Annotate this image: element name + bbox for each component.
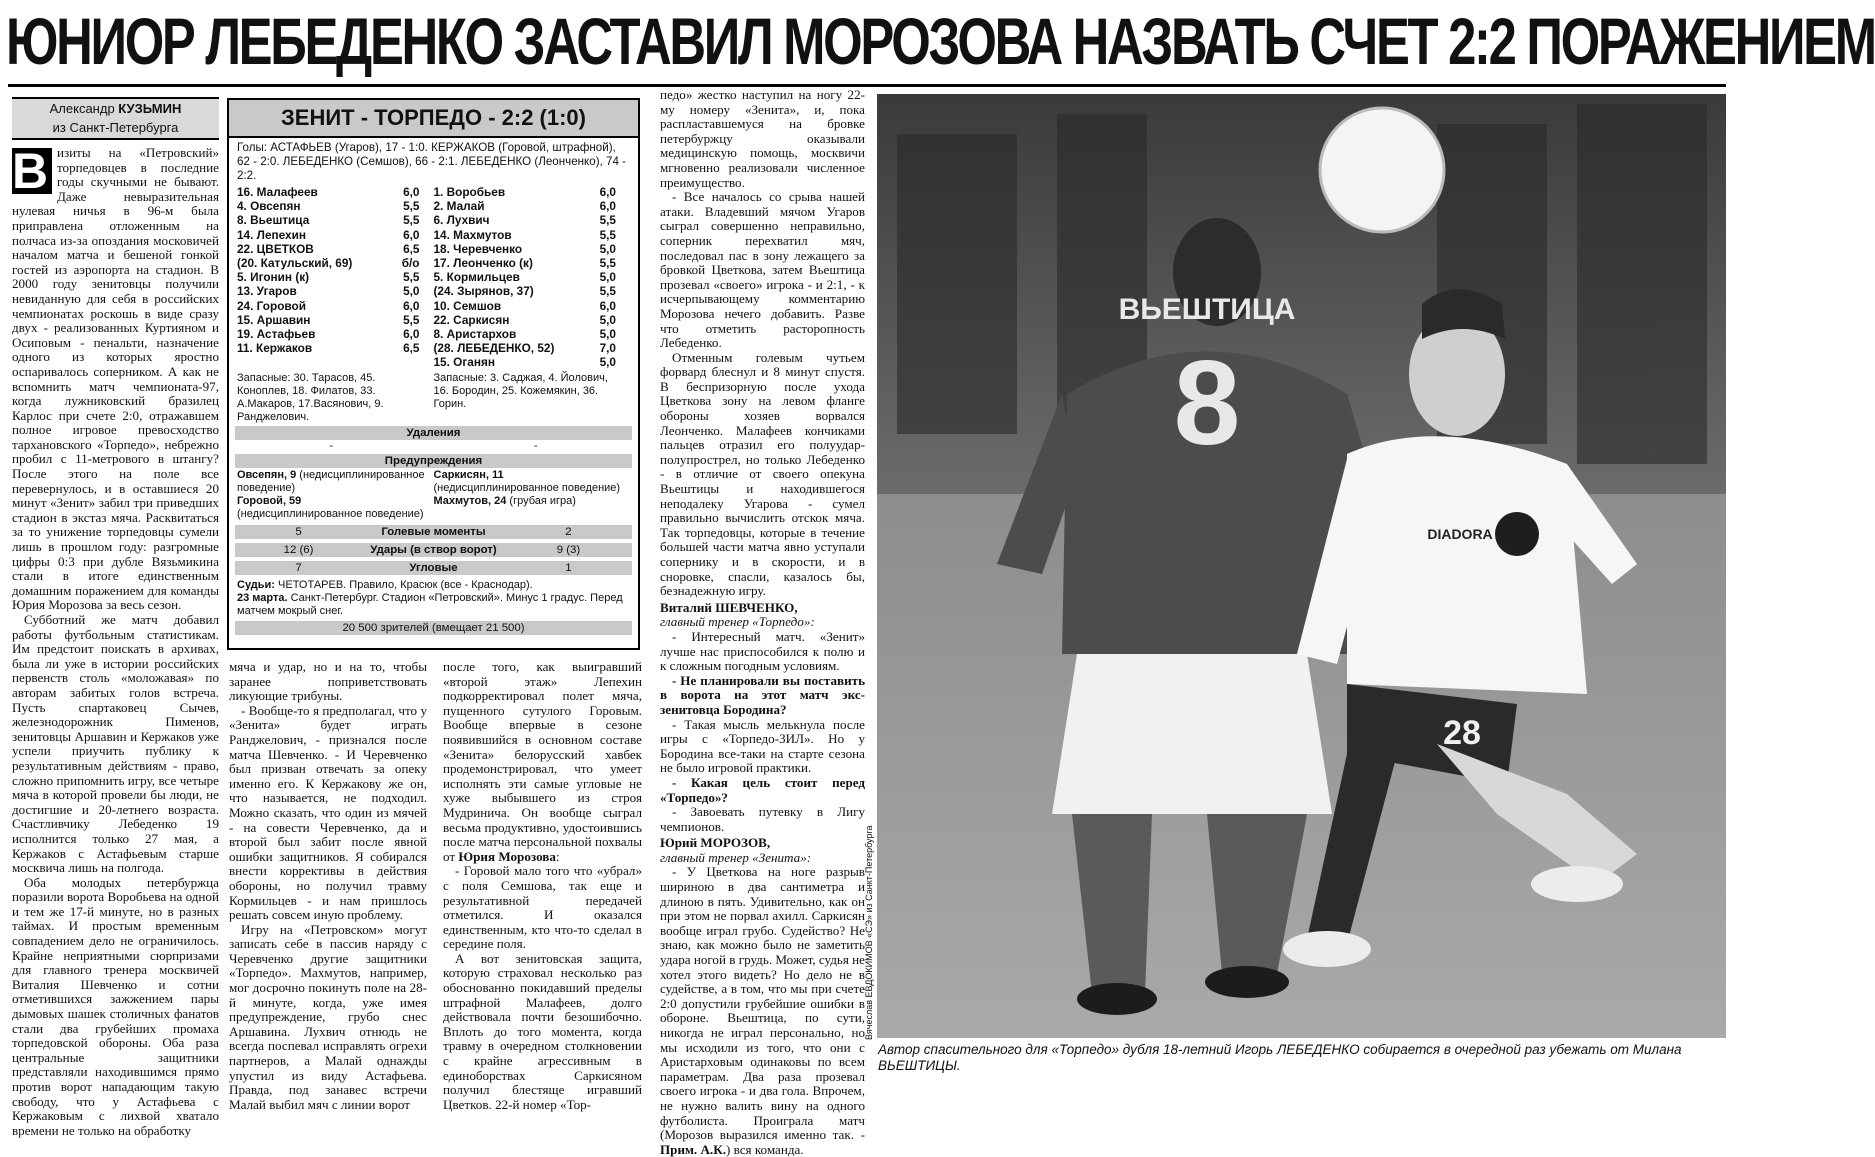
player-mark: 6,0 — [403, 185, 420, 199]
lineup-row — [434, 185, 631, 199]
editor-note: Прим. А.К. — [660, 1141, 726, 1157]
warning-player: Махмутов, 24 — [433, 494, 507, 507]
stat-torpedo: 1 — [565, 561, 572, 574]
answer — [660, 865, 865, 1157]
coach-role: главный тренер «Торпедо»: — [660, 614, 815, 630]
player-mark: 5,0 — [403, 284, 420, 299]
stat-label: Голевые моменты — [381, 525, 486, 538]
drop-cap: В — [12, 148, 52, 194]
match-photo-illustration — [877, 94, 1726, 1038]
player-name: 11. Кержаков — [237, 341, 313, 356]
answer: - Завоевать путевку в Лигу чемпионов. — [660, 804, 865, 834]
answer: - Такая мысль мелькнула после игры с «Торпедо-ЗИЛ». Но у Бородина все-таки на старте сезона не было игровой практики. — [660, 716, 865, 776]
answer: - Интересный матч. «Зенит» лучше нас приспособился к полю и к сложным погодным условиям. — [660, 628, 865, 674]
player-mark: 5,5 — [403, 312, 420, 327]
warnings-torpedo — [434, 469, 631, 521]
stat-torpedo: 2 — [565, 525, 572, 538]
removals-zenit: - — [329, 439, 334, 452]
shirt-brand: DIADORA — [1427, 526, 1493, 542]
player-name: 5. Кормильцев — [433, 270, 520, 285]
goals-line: Голы: АСТАФЬЕВ (Угаров), 17 - 1:0. КЕРЖАКОВ (Горовой, штрафной), 62 - 2:0. ЛЕБЕДЕНКО (Семшов), 66 - 2:1. ЛЕБЕДЕНКО (Леонченко), 74 - 2:2. — [237, 141, 626, 182]
lineup-row — [237, 341, 434, 355]
player-name: 14. Лепехин — [237, 227, 306, 242]
lineup-row — [237, 199, 434, 213]
byline-first-name: Александр — [49, 101, 115, 116]
referees-label: Судьи: — [237, 578, 275, 591]
stat-label: Удары (в створ ворот) — [370, 543, 497, 556]
lineup-row — [237, 213, 434, 227]
paragraph: Отменным голевым чутьем форвард блеснул и 8 минут спустя. В беспризорную после ухода Цветкова зону на левом фланге обороны хозяев ворвался Леонченко. Малафеев кончиками пальцев отразил его полуудар-полупрострел, но только Лебеденко - в отличие от своего опекуна Вьештицы и находившегося неподалеку Угарова - сумел правильно вычислить отскок мяча. Так торпедовцы, которые в течение большей части матча явно уступали сопернику и в скорости, и в сноровке, спасли, казалось бы, безнадежную игру. — [660, 349, 865, 599]
lineup-row — [237, 270, 434, 284]
match-info — [229, 575, 638, 618]
lineup-row — [237, 256, 434, 270]
paragraph: Игру на «Петровском» могут записать себе в пассив наряду с Черевченко другие защитники «Торпедо». Махмутов, например, мог досрочно покинуть поле на 28-й минуте, когда, уже имея предупреждение, грубо снес Аршавина. Лухвич отнюдь не всегда поспевал исправлять огрехи партнеров, а Малай однажды упустил из виду Астафьева. Правда, под занавес встречи Малай выбил мяч с линии ворот — [229, 921, 427, 1112]
coach-name: Виталий ШЕВЧЕНКО, — [660, 599, 798, 615]
player-mark: 6,0 — [599, 199, 616, 214]
subs-torpedo: Запасные: 3. Саджая, 4. Йолович, 16. Бородин, 25. Кожемякин, 36. Горин. — [433, 371, 608, 410]
warning-player: Саркисян, 11 — [433, 468, 504, 481]
question: - Какая цель стоит перед «Торпедо»? — [660, 774, 865, 805]
player-mark: 5,5 — [403, 213, 420, 228]
player-mark: 5,5 — [599, 213, 616, 228]
lineup-row — [434, 256, 631, 270]
lineup-row — [237, 284, 434, 298]
player-name: 14. Махмутов — [433, 227, 512, 242]
article-column-1 — [12, 143, 219, 1138]
coach-role: главный тренер «Зенита»: — [660, 849, 812, 865]
stat-torpedo: 9 (3) — [556, 543, 581, 556]
lineup-row — [237, 327, 434, 341]
article-column-3 — [443, 659, 642, 1112]
player-name: (20. Катульский, 69) — [237, 256, 353, 271]
referees: ЧЕТОТАРЕВ. Правило, Красюк (все - Краснодар). — [274, 578, 533, 591]
stat-zenit: 5 — [295, 525, 302, 538]
byline-author — [12, 99, 219, 118]
stat-row — [235, 525, 632, 539]
football-ball — [1320, 108, 1444, 232]
byline — [12, 97, 219, 140]
warning-player: Овсепян, 9 — [237, 468, 297, 481]
warnings — [229, 468, 638, 521]
player-name: 22. ЦВЕТКОВ — [237, 241, 314, 256]
paragraph — [12, 143, 219, 613]
player-mark: 6,0 — [403, 227, 420, 242]
player-mark: 5,5 — [599, 227, 616, 242]
player-mark: 6,0 — [599, 185, 616, 199]
photo-credit — [864, 800, 876, 1040]
player-mark: 7,0 — [599, 341, 616, 356]
paragraph: - Вообще-то я предполагал, что у «Зенита» будет играть Ранджелович, - признался после матча Шевченко. - И Черевченко был призван отвечать за опеку именно его. К Кержакову же он, что называется, не подходил. Можно сказать, что один из мячей - на совести Черевченко, да и второй был забит после явной ошибки защитников. Я собирался внести коррективы в действия обороны, но получил травму Кормильцев - и нам пришлось решать совсем иную проблему. — [229, 702, 427, 923]
lineup-row — [434, 270, 631, 284]
jersey-name: ВЬЕШТИЦА — [1118, 293, 1296, 326]
player-mark: 5,0 — [599, 355, 616, 370]
warning-reason: (недисциплинированное поведение) — [237, 507, 424, 520]
lineup-row — [237, 242, 434, 256]
byline-from: из Санкт-Петербурга — [52, 120, 179, 135]
article-column-4 — [660, 87, 865, 1157]
headline-rule — [8, 84, 1726, 87]
player-name: 16. Малафеев — [237, 185, 318, 199]
player-name: 18. Черевченко — [433, 241, 523, 256]
player-mark: б/о — [401, 256, 420, 271]
player-name: 22. Саркисян — [433, 312, 510, 327]
paragraph: - Горовой мало того что «убрал» с поля Семшова, так еще и результативной передачей отметился. И оказался единственным, кто что-то сделал в середине поля. — [443, 863, 642, 952]
player-mark: 6,0 — [599, 298, 616, 313]
paragraph: мяча и удар, но и на то, чтобы заранее поприветствовать ликующие трибуны. — [229, 659, 427, 704]
match-score-title: ЗЕНИТ - ТОРПЕДО - 2:2 (1:0) — [229, 100, 638, 138]
player-mark: 5,0 — [599, 241, 616, 256]
player-name: 19. Астафьев — [237, 327, 316, 342]
player-mark: 5,0 — [599, 312, 616, 327]
player-name: 13. Угаров — [237, 284, 297, 299]
player-name: 17. Леонченко (к) — [433, 256, 533, 271]
lineup-row — [237, 185, 434, 199]
player-mark: 5,0 — [599, 327, 616, 342]
headline: ЮНИОР ЛЕБЕДЕНКО ЗАСТАВИЛ МОРОЗОВА НАЗВАТЬ СЧЕТ 2:2 ПОРАЖЕНИЕМ — [6, 4, 1875, 78]
player-mark: 6,5 — [403, 341, 420, 356]
article-column-2 — [229, 659, 427, 1112]
player-name: 24. Горовой — [237, 298, 306, 313]
paragraph: А вот зенитовская защита, которую страховал несколько раз обоснованно покидавший пределы штрафной Малафеев, долго действовала почти безошибочно. Вплоть до того момента, когда травму в очередном столкновении с крайне агрессивным в единоборствах Саркисяном получил блестяще игравший Цветков. 22-й номер «Тор- — [443, 950, 642, 1112]
match-photo — [877, 94, 1726, 1038]
lineup-row — [434, 327, 631, 341]
lineup-row — [434, 213, 631, 227]
stat-zenit: 12 (6) — [283, 543, 314, 556]
stat-row — [235, 561, 632, 575]
player-name: 2. Малай — [433, 199, 485, 214]
warning-reason: (недисциплинированное поведение) — [237, 468, 425, 494]
player-mark: 6,0 — [403, 327, 420, 342]
substitutes — [229, 370, 638, 424]
player-name: 15. Оганян — [433, 355, 495, 370]
lineup-row — [434, 341, 631, 355]
photo-credit-text: Вячеслав ЕВДОКИМОВ «СЭ» из Санкт-Петербурга — [864, 825, 874, 1040]
warning-reason: (недисциплинированное поведение) — [433, 481, 621, 494]
paragraph: Субботний же матч добавил работы футбольным статистикам. Им предстоит поискать в архивах, была ли уже в истории российских первенств столь «моложавая» по авторам забитых голов встреча. Пусть спартаковец Сычев, железнодорожник Пименов, зенитовцы Аршавин и Кержаков уже успели приучить публику к результативным действиям - право, сложно припомнить игру, все четыре мяча в которой провели бы люди, не достигшие и 20-летнего возраста. Счастливчику Лебеденко 19 исполнится только 27 мая, а Кержаков с Астафьевым старше москвича лишь на полгода. — [12, 612, 219, 876]
player-mark: 5,5 — [403, 270, 420, 285]
player-name: 5. Игонин (к) — [237, 270, 310, 285]
lineups — [229, 183, 638, 370]
question: - Не планировали вы поставить в ворота на этот матч экс-зенитовца Бородина? — [660, 672, 865, 717]
subs-zenit: Запасные: 30. Тарасов, 45. Коноплев, 18. Филатов, 33. А.Макаров, 17.Васянович, 9. Ранджелович. — [237, 371, 384, 423]
player-name: 8. Вьештица — [237, 213, 310, 228]
paragraph-text: изиты на «Петровский» торпедовцев в последние годы скучными не бывают. Даже невыразительная нулевая ничья в 96-м была приправлена отложенным на полчаса из-за опоздания московичей началом матча и бешеной гонкой гостей из аэропорта на стадион. В 2000 году зенитовцы получили невиданную для себя в российских чемпионатах роскошь в виде сразу двух - реализованных Куртияном и Осиповым - пенальти, назначение одного из которых яростно оспаривалось соперником. А как не вспомнить матч чемпионата-97, когда лужниковский бразилец Карлос при счете 2:0, отражавшем полное игровое превосходство тархановского «Торпедо», небрежно пробил с 11-метрового в штангу? После этого на поле все перевернулось, и в оставшиеся 20 минут «Зенит» забил три приведших стадион в экстаз мяча. Расквитаться за то унижение торпедовцы сумели лишь в прошлом году: разгромные цифры 0:3 при дубле Вязьмикина стали в итоге единственным домашним поражением для команды Юрия Морозова за весь сезон. — [12, 145, 219, 613]
player-mark: 5,5 — [599, 256, 616, 271]
lineup-row — [434, 284, 631, 298]
player-name: 6. Лухвич — [433, 213, 490, 228]
photo-caption: Автор спасительного для «Торпедо» дубля 18-летний Игорь ЛЕБЕДЕНКО собирается в очередной раз убежать от Милана ВЬЕШТИЦЫ. — [878, 1042, 1682, 1073]
answer-end: ) вся команда. — [725, 1141, 804, 1157]
warnings-band: Предупреждения — [235, 454, 632, 468]
removals-values — [229, 440, 638, 452]
player-name: (24. Зырянов, 37) — [433, 284, 534, 299]
byline-last-name: КУЗЬМИН — [118, 101, 182, 116]
player-name: 10. Семшов — [433, 298, 502, 313]
quoted-person: Юрия Морозова — [458, 848, 556, 864]
interview-block — [660, 836, 865, 865]
lineup-row — [434, 299, 631, 313]
match-venue: Санкт-Петербург. Стадион «Петровский». Минус 1 градус. Перед матчем мокрый снег. — [237, 591, 623, 617]
player-mark: 6,5 — [403, 241, 420, 256]
player-name: 8. Аристархов — [433, 327, 517, 342]
lineup-row — [237, 299, 434, 313]
lineup-row — [434, 313, 631, 327]
lineup-row — [434, 355, 631, 369]
paragraph: педо» жестко наступил на ногу 22-му номеру «Зенита», и, пока распластавшемуся на бровке петербуржцу оказывали медицинскую помощь, москвичи мгновенно реализовали численное преимущество. — [660, 87, 865, 190]
player-mark: 5,5 — [599, 284, 616, 299]
stat-row — [235, 543, 632, 557]
jersey-number: 8 — [1173, 336, 1241, 470]
stat-label: Угловые — [409, 561, 458, 574]
lineup-zenit — [237, 185, 434, 370]
warning-reason: (грубая игра) — [506, 494, 576, 507]
warning-player: Горовой, 59 — [237, 494, 302, 507]
stat-zenit: 7 — [295, 561, 302, 574]
paragraph: Оба молодых петербуржца поразили ворота Воробьева на одной и тем же 17-й минуте, но в разных таймах. И простым временным совпадением дело не ограничилось. Крайне неприятными сюрпризами для главного тренера москвичей Виталия Шевченко и сотни отметившихся зажжением пары дымовых шашек столичных фанатов стали два грубейших промаха торпедовской обороны. Оба раза центральные защитники представляли находившимся прямо против ворот нападающим такую свободу, что у Астафьева с Кержаковым с лихвой хватало времени не только на обработку — [12, 874, 219, 1138]
paragraph: - Все началось со срыва нашей атаки. Владевший мячом Угаров сыграл совершенно неправильно, соперник перехватил мяч, последовал пас в зону лежащего за бровкой Цветкова, затем Вьештица прозевал «своего» игрока - и 2:1, - к исчерпывающему комментарию Морозова нечего добавить. Разве что отметить расторопность Лебеденко. — [660, 189, 865, 351]
coach-name: Юрий МОРОЗОВ, — [660, 835, 771, 851]
interview-block — [660, 601, 865, 630]
player-mark: 5,0 — [599, 270, 616, 285]
player-name: 15. Аршавин — [237, 312, 311, 327]
match-stats-box — [227, 98, 640, 650]
lineup-row — [237, 228, 434, 242]
lineup-row — [237, 313, 434, 327]
warnings-zenit — [237, 469, 434, 521]
player-name: (28. ЛЕБЕДЕНКО, 52) — [433, 341, 555, 356]
removals-band: Удаления — [235, 426, 632, 440]
player-name: 4. Овсепян — [237, 199, 301, 214]
player-mark: 6,0 — [403, 298, 420, 313]
paragraph-text: после того, как выигравший «второй этаж» Лепехин подкорректировал полет мяча, пущенного сутулого Горовым. Вообще впервые в сезоне появившийся в основном составе «Зенита» белорусский хавбек продемонстрировал, что умеет исполнять эти самые угловые не хуже выбывшего из строя Мудринича. Он вообще сыграл весьма продуктивно, удостоившись после матча персональной похвалы от — [443, 659, 642, 864]
lineup-row — [434, 228, 631, 242]
lineup-row — [434, 242, 631, 256]
paragraph: после того, как выигравший «второй этаж» Лепехин подкорректировал полет мяча, пущенного сутулого Горовым. Вообще впервые в сезоне появившийся в основном составе «Зенита» белорусский хавбек продемонстрировал, что умеет исполнять эти самые угловые не хуже выбывшего из строя Мудринича. Он вообще сыграл весьма продуктивно, удостоившись после матча персональной похвалы от Юрия Морозова: — [443, 659, 642, 864]
match-date: 23 марта. — [237, 591, 288, 604]
removals-torpedo: - — [533, 439, 538, 452]
lineup-torpedo — [434, 185, 631, 370]
player-mark: 5,5 — [403, 199, 420, 214]
player-name: 1. Воробьев — [433, 185, 506, 199]
answer-text: - У Цветкова на ноге разрыв шириною в два сантиметра и длиною в пять. Удивительно, как он при этом не порвал ахилл. Саркисян вообще играл грубо. Судейство? Не знаю, как можно было не заметить удара ногой в грудь. Может, судья не хотел этого видеть? Но дело не в судействе, а в том, что мы при счете 2:0 допустили грубейшие ошибки в обороне. Вьештица, по сути, никогда не играл персонально, но мы исходили из того, что они с Аристарховым одинаковы по всем параметрам. Два раза прозевал своего игрока - и два гола. Впрочем, не нужно валить вину на одного футболиста. Проиграла матч (Морозов выразился именно так. - — [660, 864, 865, 1143]
lineup-row — [434, 199, 631, 213]
attendance: 20 500 зрителей (вмещает 21 500) — [235, 621, 632, 635]
shorts-number: 28 — [1443, 714, 1481, 752]
